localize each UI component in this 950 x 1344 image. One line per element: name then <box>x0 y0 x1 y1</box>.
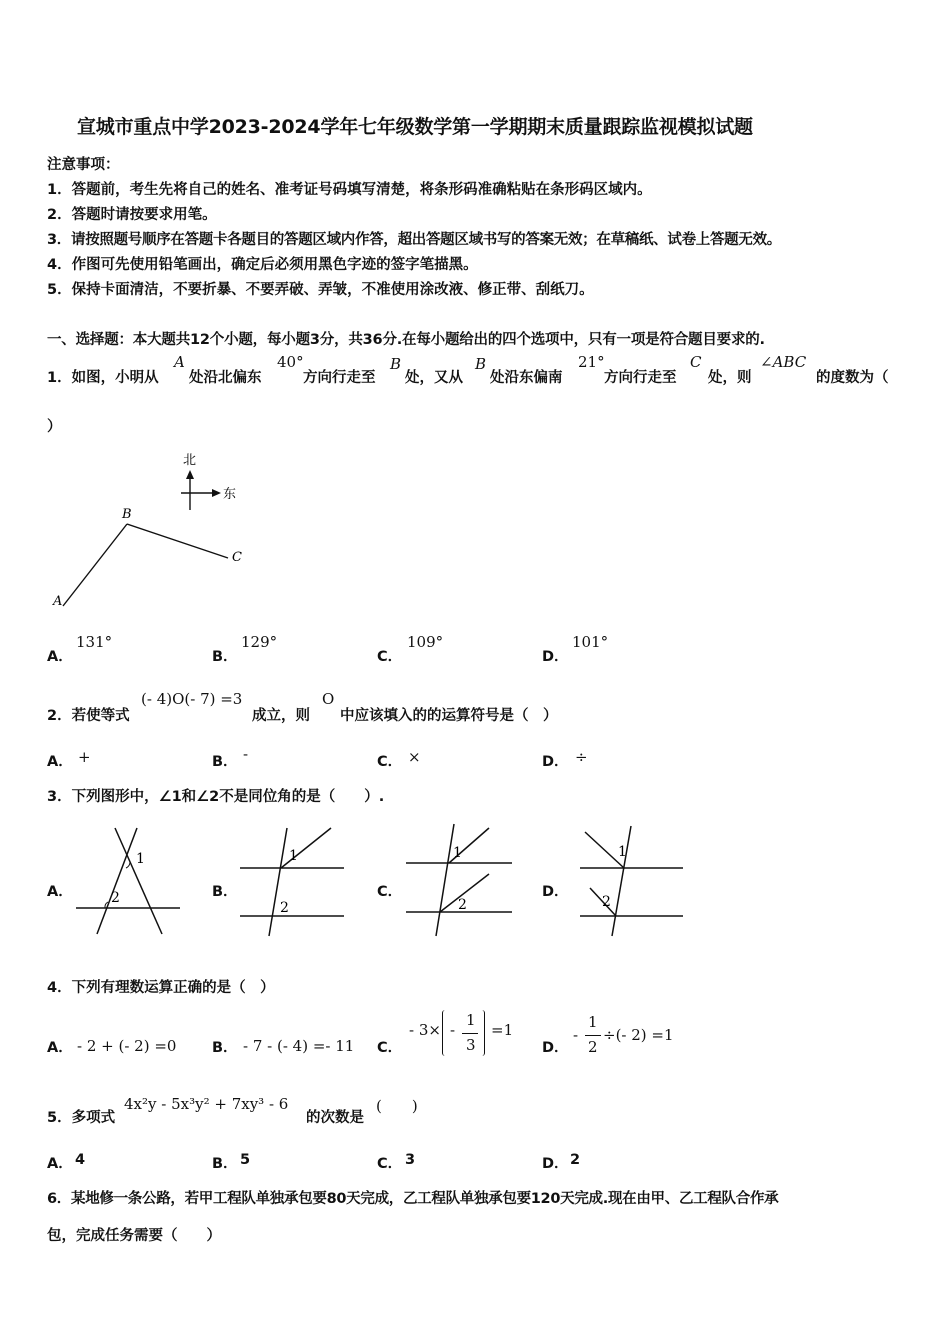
q1-degree: 40° <box>277 353 304 371</box>
q5-option-d-label[interactable]: D． <box>542 1156 569 1172</box>
q2-option-d-label[interactable]: D． <box>542 754 569 770</box>
q4-option-d-label[interactable]: D． <box>542 1040 569 1056</box>
q1-text: 的度数为（ <box>816 370 889 386</box>
q4-option-c-numerator: 1 <box>466 1011 476 1029</box>
q5-paren: ( ) <box>376 1097 418 1115</box>
q2-option-c-value: × <box>408 748 421 766</box>
q5-option-c-label[interactable]: C． <box>377 1156 403 1172</box>
q4-option-c-label[interactable]: C． <box>377 1040 403 1056</box>
q4-option-c-post: =1 <box>491 1021 514 1039</box>
q2-option-b-value: - <box>243 745 249 763</box>
q3-option-a-label[interactable]: A． <box>47 884 73 900</box>
fraction-bar <box>462 1033 478 1034</box>
point-a-label: A <box>53 594 63 609</box>
angle-2-label: 2 <box>602 894 611 910</box>
q6-text: 包，完成任务需要（ ） <box>47 1228 221 1244</box>
point-c-label: C <box>232 550 242 565</box>
q1-text: ） <box>47 419 62 435</box>
notice-item: 3．请按照题号顺序在答题卡各题目的答题区域内作答，超出答题区域书写的答案无效；在草稿纸、试卷上答题无效。 <box>47 232 781 248</box>
q4-option-a-value: - 2 + (- 2) =0 <box>77 1037 177 1055</box>
angle-1-label: 1 <box>453 845 462 861</box>
q2-option-a-label[interactable]: A． <box>47 754 73 770</box>
q1-figure <box>45 448 265 613</box>
fraction-bar <box>585 1035 601 1036</box>
q1-point-a: A <box>174 353 185 371</box>
abs-bar-right <box>482 1010 485 1056</box>
q4-option-b-value: - 7 - (- 4) =- 11 <box>243 1037 355 1055</box>
q4-text: 4．下列有理数运算正确的是（ ） <box>47 980 275 996</box>
q2-option-c-label[interactable]: C． <box>377 754 403 770</box>
q3-figure-d <box>575 824 690 938</box>
q1-text: 方向行走至 <box>303 370 376 386</box>
q3-figure-b <box>236 826 348 938</box>
point-b-label: B <box>122 507 132 522</box>
q1-option-d-value: 101° <box>572 633 609 651</box>
q5-option-b-value: 5 <box>240 1152 251 1168</box>
segment-ab <box>63 524 127 606</box>
q1-text: 处沿北偏东 <box>189 370 262 386</box>
notice-item: 2．答题时请按要求用笔。 <box>47 207 217 223</box>
q3-option-b-label[interactable]: B． <box>212 884 238 900</box>
section-heading: 一、选择题：本大题共12个小题，每小题3分，共36分.在每小题给出的四个选项中，只有一项是符合题目要求的. <box>47 332 765 348</box>
q5-option-b-label[interactable]: B． <box>212 1156 238 1172</box>
q3-figure-c <box>402 820 517 938</box>
q1-point-b: B <box>475 355 487 373</box>
east-label: 东 <box>223 487 237 502</box>
q1-option-b-label[interactable]: B． <box>212 649 238 665</box>
q5-option-c-value: 3 <box>405 1152 416 1168</box>
angle-2-label: 2 <box>111 890 120 906</box>
q1-option-a-label[interactable]: A． <box>47 649 73 665</box>
q4-option-c-denominator: 3 <box>466 1036 476 1054</box>
segment-bc <box>127 524 228 558</box>
q3-option-c-label[interactable]: C． <box>377 884 403 900</box>
q3-figure-a <box>70 826 185 938</box>
q2-expression: (- 4)O(- 7) =3 <box>141 690 243 708</box>
q3-option-d-label[interactable]: D． <box>542 884 569 900</box>
q1-point-b: B <box>390 355 402 373</box>
q1-text: 处沿东偏南 <box>490 370 563 386</box>
q5-option-a-label[interactable]: A． <box>47 1156 73 1172</box>
angle-2-label: 2 <box>458 897 467 913</box>
q1-text: 处，则 <box>708 370 752 386</box>
q2-text: 中应该填入的的运算符号是（ ） <box>340 708 558 724</box>
q6-text: 6．某地修一条公路，若甲工程队单独承包要80天完成，乙工程队单独承包要120天完成.现在由甲、乙工程队合作承 <box>47 1191 779 1207</box>
q5-option-d-value: 2 <box>570 1152 581 1168</box>
angle-1-label: 1 <box>136 851 145 867</box>
q2-text: 2．若使等式 <box>47 708 130 724</box>
q1-degree: 21° <box>578 353 605 371</box>
q1-text: 1．如图，小明从 <box>47 370 159 386</box>
east-arrow-icon <box>212 489 221 497</box>
q5-option-a-value: 4 <box>75 1152 86 1168</box>
q5-text: 5．多项式 <box>47 1110 116 1126</box>
notice-item: 5．保持卡面清洁，不要折暴、不要弄破、弄皱，不准使用涂改液、修正带、刮纸刀。 <box>47 282 594 298</box>
q1-option-b-value: 129° <box>241 633 278 651</box>
q1-option-c-label[interactable]: C． <box>377 649 403 665</box>
notice-heading: 注意事项： <box>47 157 120 173</box>
q5-polynomial: 4x²y - 5x³y² + 7xy³ - 6 <box>124 1095 289 1113</box>
notice-item: 1．答题前，考生先将自己的姓名、准考证号码填写清楚，将条形码准确粘贴在条形码区域内。 <box>47 182 652 198</box>
q2-option-d-value: ÷ <box>575 748 588 766</box>
q4-option-c-minus: - <box>450 1021 456 1039</box>
angle-2-label: 2 <box>280 900 289 916</box>
q2-option-b-label[interactable]: B． <box>212 754 238 770</box>
north-label: 北 <box>183 453 197 468</box>
north-arrow-icon <box>186 470 194 479</box>
q1-text: 处，又从 <box>405 370 463 386</box>
q3-text: 3．下列图形中，∠1和∠2不是同位角的是（ ）. <box>47 789 385 805</box>
q1-angle: ∠ABC <box>760 353 807 371</box>
q4-option-d-minus: - <box>573 1026 579 1044</box>
q1-point-c: C <box>690 353 702 371</box>
q2-circle-symbol: O <box>322 690 335 708</box>
q4-option-a-label[interactable]: A． <box>47 1040 73 1056</box>
q4-option-d-denominator: 2 <box>588 1038 598 1056</box>
page-title: 宣城市重点中学2023-2024学年七年级数学第一学期期末质量跟踪监视模拟试题 <box>77 116 753 138</box>
q4-option-d-post: ÷(- 2) =1 <box>603 1026 674 1044</box>
q1-option-d-label[interactable]: D． <box>542 649 569 665</box>
abs-bar-left <box>442 1010 445 1056</box>
q4-option-c-pre: - 3× <box>409 1021 441 1039</box>
angle-1-label: 1 <box>289 848 298 864</box>
q5-text: 的次数是 <box>306 1110 364 1126</box>
q2-option-a-value: + <box>78 748 91 766</box>
q4-option-d-numerator: 1 <box>588 1013 598 1031</box>
q4-option-b-label[interactable]: B． <box>212 1040 238 1056</box>
notice-item: 4．作图可先使用铅笔画出，确定后必须用黑色字迹的签字笔描黑。 <box>47 257 478 273</box>
q1-option-a-value: 131° <box>76 633 113 651</box>
q1-option-c-value: 109° <box>407 633 444 651</box>
q1-text: 方向行走至 <box>604 370 677 386</box>
angle-1-label: 1 <box>618 844 627 860</box>
q2-text: 成立，则 <box>252 708 310 724</box>
